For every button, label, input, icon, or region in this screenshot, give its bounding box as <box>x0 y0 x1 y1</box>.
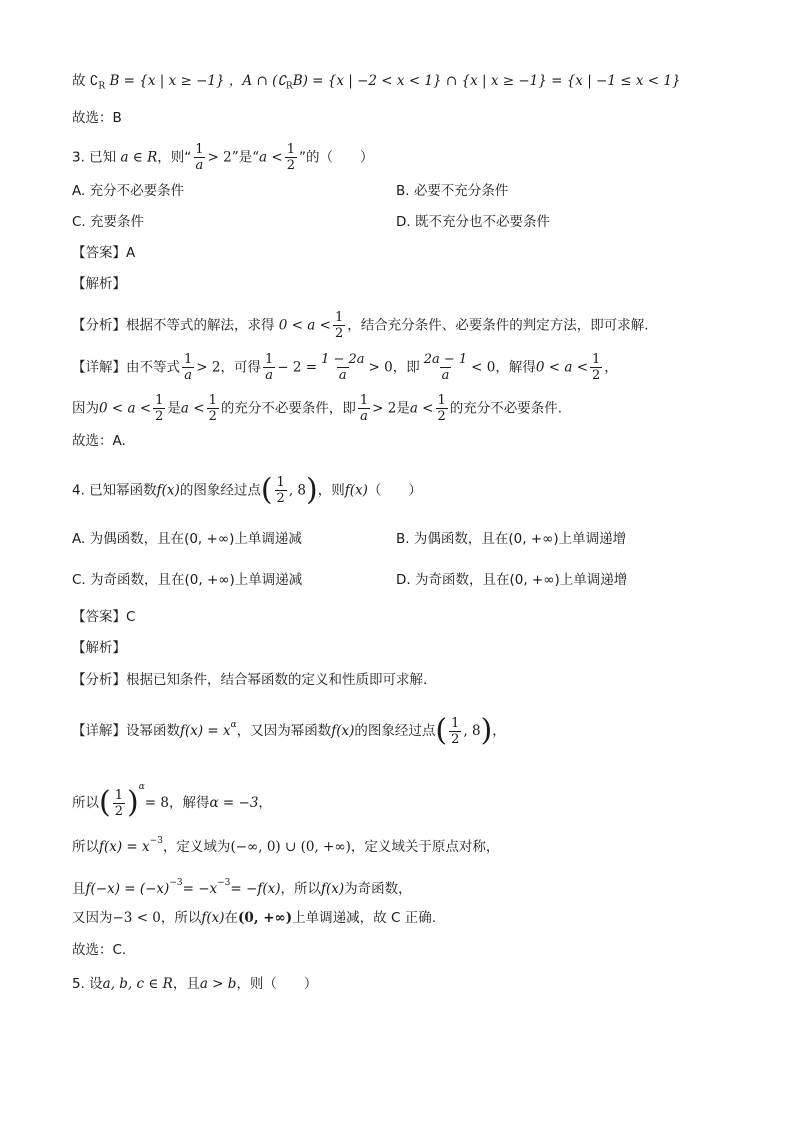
fraction <box>275 475 287 506</box>
math: 0 < a < <box>99 400 152 417</box>
q4-option-b[interactable]: B. 为偶函数，且在(0, +∞)上单调递增 <box>396 531 627 547</box>
text: ，定义域关于原点对称， <box>350 839 500 855</box>
math: α = −3 <box>209 795 259 811</box>
math: f(−x) = (−x) <box>85 881 170 897</box>
text: 的图象经过点 <box>179 482 261 499</box>
text: 所以 <box>72 839 99 855</box>
right-paren: ) <box>306 472 318 508</box>
math: 0 < a < <box>278 317 331 334</box>
left-paren: ( <box>99 785 111 820</box>
analysis-tag: 【解析】 <box>72 640 126 656</box>
analysis-tag: 【解析】 <box>72 276 126 292</box>
text: ，定义域为 <box>162 839 231 855</box>
num: 1 <box>359 393 369 408</box>
math: (−∞, 0) ∪ (0, +∞) <box>230 839 351 855</box>
math: (0, +∞) <box>238 910 293 926</box>
exponent: −3 <box>149 836 163 846</box>
den: 2 <box>208 409 217 424</box>
den: 2 <box>437 409 446 424</box>
den: a <box>195 158 204 173</box>
text: （ ） <box>367 482 422 499</box>
num: 1 <box>114 787 123 803</box>
and-line <box>72 873 412 899</box>
num: 1 <box>264 352 274 367</box>
therefore-2 <box>72 831 499 857</box>
math: −3 < 0 <box>112 910 161 926</box>
math: f(x) <box>320 881 345 897</box>
math: = −x <box>182 881 218 897</box>
analysis-4: 【分析】根据已知条件，结合幂函数的定义和性质即可求解. <box>72 672 428 688</box>
text: 故 <box>72 73 86 89</box>
q3-option-a[interactable]: A. 充分不必要条件 <box>72 183 185 199</box>
fraction <box>590 352 602 383</box>
math: f(x) = x <box>180 723 231 739</box>
left-paren: ( <box>260 472 273 508</box>
text: 所以 <box>72 795 99 811</box>
fraction <box>113 788 125 819</box>
text: ，又因为幂函数 <box>236 723 332 739</box>
num: 1 <box>276 475 285 490</box>
text: ，所以 <box>160 910 202 926</box>
text: 是 <box>167 400 181 417</box>
text: 【分析】根据不等式的解法，求得 <box>72 317 275 334</box>
math: , 8 <box>288 482 306 499</box>
analysis-3 <box>72 310 649 341</box>
math: f(x) = x <box>99 839 150 855</box>
q3-option-c[interactable]: C. 充要条件 <box>72 214 145 230</box>
den: 2 <box>451 731 460 747</box>
complement-symbol: ∁ <box>89 73 99 89</box>
math: f(x) <box>201 910 225 926</box>
math: a ∈ R <box>120 149 158 166</box>
detail-4 <box>72 715 506 747</box>
den: a <box>360 409 368 424</box>
text: ，可得 <box>220 359 261 376</box>
fraction <box>436 393 448 424</box>
exponent: −3 <box>169 878 183 888</box>
den: 2 <box>114 803 123 819</box>
left-paren: ( <box>435 713 448 748</box>
subscript: R <box>285 81 293 92</box>
text: ， <box>258 795 272 811</box>
fraction <box>422 352 469 383</box>
math: a < <box>180 400 205 417</box>
den: 2 <box>155 409 164 424</box>
text: 又因为 <box>72 910 113 926</box>
question-4 <box>72 472 422 508</box>
den: 2 <box>286 158 295 173</box>
text: 为奇函数， <box>344 881 412 897</box>
text: 的充分不必要条件，即 <box>220 400 356 417</box>
den: 2 <box>276 491 285 506</box>
num: 1 − 2a <box>321 352 365 367</box>
num: 2a − 1 <box>423 352 468 367</box>
text: 上单调递减，故 C 正确. <box>292 910 436 926</box>
math: − 2 = <box>277 359 318 376</box>
answer-line: 故选：C. <box>72 942 127 958</box>
text: ，解得 <box>169 795 210 811</box>
text: ，且 <box>172 976 200 992</box>
num: 1 <box>208 393 217 408</box>
right-paren: ) <box>480 713 493 748</box>
den: a <box>184 368 193 383</box>
text: 4. 已知幂函数 <box>72 482 157 499</box>
text: ，结合充分条件、必要条件的判定方法，即可求解. <box>347 317 649 334</box>
text: ， <box>604 359 618 376</box>
num: 1 <box>451 715 460 731</box>
fraction <box>333 310 345 341</box>
text: ，则“ <box>157 149 192 166</box>
fraction <box>263 352 275 383</box>
math: < 0 <box>471 359 496 376</box>
question-3 <box>72 142 373 173</box>
math: B = {x | x ≥ −1} <box>109 73 225 89</box>
text: ， <box>492 723 506 739</box>
math: = 8 <box>144 795 169 811</box>
q4-option-c[interactable]: C. 为奇函数，且在(0, +∞)上单调递减 <box>72 572 303 588</box>
answer-line: 故选：A. <box>72 433 126 449</box>
exponent: −3 <box>217 878 231 888</box>
fraction <box>207 393 219 424</box>
math: ，A ∩ (∁ <box>228 73 286 89</box>
math: , 8 <box>463 723 481 739</box>
text: ，所以 <box>280 881 321 897</box>
math: f(x) <box>156 482 180 499</box>
den: 2 <box>334 326 344 341</box>
answer-line: 故选：B <box>72 110 122 126</box>
q3-option-b[interactable]: B. 必要不充分条件 <box>396 183 509 199</box>
den: a <box>338 368 347 383</box>
num: 1 <box>592 352 601 367</box>
fraction <box>319 352 366 383</box>
num: 1 <box>437 393 446 408</box>
math: B) = {x | −2 < x < 1} ∩ {x | x ≥ −1} = {x | −1 ≤ x < 1} <box>292 73 681 89</box>
fraction <box>449 716 461 747</box>
text: 且 <box>72 881 86 897</box>
math: f(x) <box>331 723 355 739</box>
math: = −f(x) <box>230 881 281 897</box>
math: > 2 <box>372 400 397 417</box>
also-because <box>72 908 436 928</box>
fraction <box>153 393 165 424</box>
text: 在 <box>224 910 239 926</box>
fraction <box>182 352 194 383</box>
text: 【详解】由不等式 <box>72 359 180 376</box>
num: 1 <box>286 142 295 157</box>
den: a <box>265 368 273 383</box>
question-5 <box>72 974 317 994</box>
fraction <box>285 142 297 173</box>
num: 1 <box>184 352 193 367</box>
math: a < <box>409 400 434 417</box>
text: ，则（ ） <box>236 976 318 992</box>
answer-tag: 【答案】C <box>72 609 136 625</box>
detail-3 <box>72 352 618 383</box>
text: 因为 <box>72 400 99 417</box>
text: ，则 <box>317 482 345 499</box>
math: a < <box>259 149 283 166</box>
text: ”的（ ） <box>298 149 374 166</box>
fraction <box>358 393 370 424</box>
text: ，即 <box>392 359 420 376</box>
text: 【详解】设幂函数 <box>72 723 180 739</box>
num: 1 <box>155 393 164 408</box>
math: f(x) <box>344 482 368 499</box>
text: 的图象经过点 <box>354 723 436 739</box>
right-paren: ) <box>127 785 139 820</box>
therefore-1 <box>72 777 272 819</box>
text: 3. 已知 <box>72 149 117 166</box>
text: ，解得 <box>495 359 536 376</box>
exponent: α <box>138 782 145 792</box>
q4-option-a[interactable]: A. 为偶函数，且在(0, +∞)上单调递减 <box>72 531 302 547</box>
because-3 <box>72 393 562 424</box>
q3-option-d[interactable]: D. 既不充分也不必要条件 <box>396 214 550 230</box>
subscript: R <box>98 81 106 92</box>
num: 1 <box>334 310 344 325</box>
exponent: α <box>230 720 237 730</box>
den: 2 <box>592 368 601 383</box>
den: a <box>441 368 450 383</box>
math: a > b <box>199 976 237 992</box>
math: > 2 <box>196 359 221 376</box>
answer-tag: 【答案】A <box>72 245 136 261</box>
text: 的充分不必要条件. <box>449 400 563 417</box>
text: 5. 设 <box>72 976 103 992</box>
math: a, b, c ∈ R <box>102 976 173 992</box>
math: > 2”是“ <box>207 149 260 166</box>
math: 0 < a < <box>535 359 589 376</box>
num: 1 <box>195 142 204 157</box>
fraction <box>193 142 205 173</box>
text: 是 <box>396 400 410 417</box>
q4-option-d[interactable]: D. 为奇函数，且在(0, +∞)上单调递增 <box>396 572 628 588</box>
math: > 0 <box>368 359 393 376</box>
line-complement <box>72 71 681 97</box>
